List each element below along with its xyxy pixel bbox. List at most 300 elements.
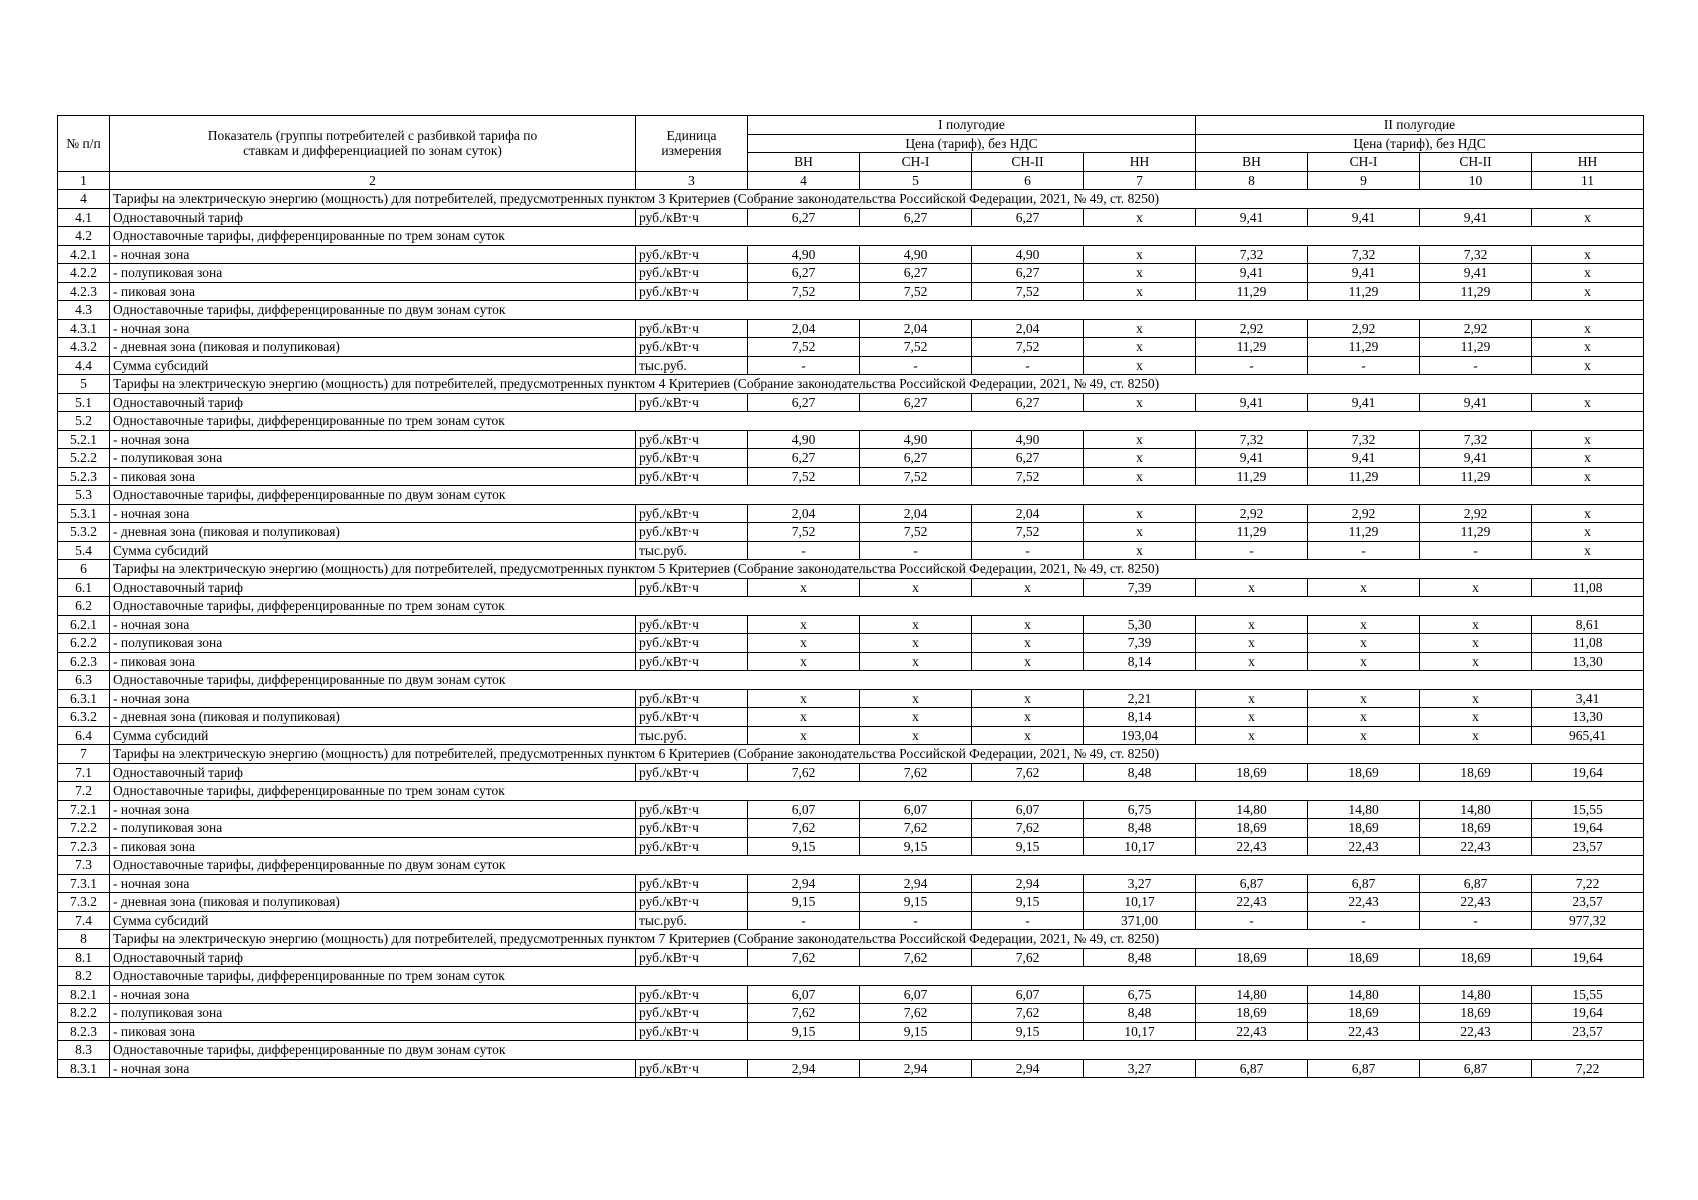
tariff-value: 7,62: [972, 763, 1084, 782]
tariff-value: 4,90: [748, 430, 860, 449]
tariff-value: 7,52: [748, 282, 860, 301]
row-number: 6: [58, 560, 110, 579]
tariff-value: х: [1532, 208, 1644, 227]
tariff-value: 2,04: [860, 319, 972, 338]
tariff-value: -: [972, 541, 1084, 560]
tariff-value: 15,55: [1532, 985, 1644, 1004]
tariff-value: х: [1308, 726, 1420, 745]
table-row: [58, 541, 1644, 560]
row-number: 4.2.1: [58, 245, 110, 264]
tariff-value: 9,41: [1420, 208, 1532, 227]
tariff-value: х: [1532, 264, 1644, 283]
tariff-value: 7,52: [972, 338, 1084, 357]
tariff-value: 11,08: [1532, 578, 1644, 597]
table-row: [58, 282, 1644, 301]
table-row: [58, 1059, 1644, 1078]
table-header: [58, 116, 1644, 190]
tariff-table: [57, 115, 1644, 1078]
table-row: [58, 837, 1644, 856]
tariff-value: 14,80: [1196, 985, 1308, 1004]
tariff-value: 7,22: [1532, 1059, 1644, 1078]
table-row: [58, 523, 1644, 542]
row-indicator: - ночная зона: [110, 800, 636, 819]
tariff-value: 9,15: [972, 1022, 1084, 1041]
tariff-value: 18,69: [1196, 1004, 1308, 1023]
row-indicator: - пиковая зона: [110, 652, 636, 671]
row-number: 4.2: [58, 227, 110, 246]
tariff-value: 7,52: [860, 523, 972, 542]
tariff-value: 6,27: [972, 264, 1084, 283]
row-number: 6.2: [58, 597, 110, 616]
tariff-value: х: [1532, 282, 1644, 301]
row-indicator: - полупиковая зона: [110, 1004, 636, 1023]
tariff-value: 9,15: [860, 1022, 972, 1041]
tariff-value: х: [972, 708, 1084, 727]
row-indicator: Сумма субсидий: [110, 356, 636, 375]
row-indicator: - дневная зона (пиковая и полупиковая): [110, 523, 636, 542]
tariff-value: 7,62: [748, 1004, 860, 1023]
section-title: Тарифы на электрическую энергию (мощность) для потребителей, предусмотренных пунктом 3 Критериев (Собрание законодательства Российской Федерации, 2021, № 49, ст. 8250): [110, 190, 1644, 209]
tariff-value: 7,62: [748, 763, 860, 782]
tariff-value: 6,27: [860, 264, 972, 283]
tariff-value: 2,94: [860, 1059, 972, 1078]
tariff-value: 5,30: [1084, 615, 1196, 634]
tariff-value: х: [1308, 652, 1420, 671]
tariff-value: 6,27: [860, 449, 972, 468]
tariff-value: х: [1308, 578, 1420, 597]
row-unit: руб./кВт·ч: [636, 837, 748, 856]
tariff-value: х: [1196, 615, 1308, 634]
row-unit: руб./кВт·ч: [636, 615, 748, 634]
tariff-value: -: [1420, 911, 1532, 930]
tariff-value: -: [748, 911, 860, 930]
row-number: 5.4: [58, 541, 110, 560]
table-row: [58, 449, 1644, 468]
tariff-value: 6,75: [1084, 985, 1196, 1004]
row-unit: руб./кВт·ч: [636, 948, 748, 967]
tariff-value: 2,94: [748, 1059, 860, 1078]
tariff-value: 23,57: [1532, 893, 1644, 912]
row-number: 4.3: [58, 301, 110, 320]
table-row: [58, 430, 1644, 449]
tariff-value: 4,90: [860, 430, 972, 449]
group-title: Одноставочные тарифы, дифференцированные по двум зонам суток: [110, 671, 1644, 690]
row-indicator: - полупиковая зона: [110, 449, 636, 468]
tariff-value: 6,27: [748, 393, 860, 412]
tariff-value: х: [748, 726, 860, 745]
row-indicator: - дневная зона (пиковая и полупиковая): [110, 708, 636, 727]
table-row: [58, 689, 1644, 708]
row-unit: руб./кВт·ч: [636, 578, 748, 597]
group-title: Одноставочные тарифы, дифференцированные по трем зонам суток: [110, 227, 1644, 246]
row-number: 7.3: [58, 856, 110, 875]
tariff-value: 6,27: [748, 208, 860, 227]
tariff-value: х: [1084, 467, 1196, 486]
tariff-value: 2,92: [1308, 504, 1420, 523]
row-unit: руб./кВт·ч: [636, 208, 748, 227]
tariff-value: х: [1084, 356, 1196, 375]
row-indicator: - ночная зона: [110, 689, 636, 708]
tariff-value: 2,94: [972, 874, 1084, 893]
table-row: [58, 985, 1644, 1004]
row-number: 7.2.1: [58, 800, 110, 819]
tariff-value: -: [1196, 356, 1308, 375]
tariff-value: х: [860, 726, 972, 745]
tariff-value: х: [1196, 652, 1308, 671]
group-row: [58, 412, 1644, 431]
tariff-value: 3,27: [1084, 874, 1196, 893]
row-number: 7.3.1: [58, 874, 110, 893]
tariff-value: 2,94: [860, 874, 972, 893]
tariff-value: 10,17: [1084, 837, 1196, 856]
tariff-value: 18,69: [1308, 819, 1420, 838]
row-unit: руб./кВт·ч: [636, 893, 748, 912]
tariff-value: х: [1532, 541, 1644, 560]
tariff-value: х: [1308, 615, 1420, 634]
row-number: 6.3.1: [58, 689, 110, 708]
tariff-value: 10,17: [1084, 893, 1196, 912]
tariff-value: 14,80: [1308, 985, 1420, 1004]
row-number: 7: [58, 745, 110, 764]
group-row: [58, 856, 1644, 875]
tariff-value: 14,80: [1420, 985, 1532, 1004]
tariff-value: 11,29: [1420, 338, 1532, 357]
row-indicator: - пиковая зона: [110, 837, 636, 856]
row-number: 8.2.3: [58, 1022, 110, 1041]
tariff-value: 9,41: [1308, 393, 1420, 412]
tariff-value: 6,07: [748, 800, 860, 819]
tariff-value: 9,41: [1420, 264, 1532, 283]
tariff-value: -: [1196, 541, 1308, 560]
section-title: Тарифы на электрическую энергию (мощность) для потребителей, предусмотренных пунктом 5 Критериев (Собрание законодательства Российской Федерации, 2021, № 49, ст. 8250): [110, 560, 1644, 579]
group-row: [58, 782, 1644, 801]
row-indicator: - полупиковая зона: [110, 264, 636, 283]
group-row: [58, 301, 1644, 320]
tariff-value: х: [860, 615, 972, 634]
tariff-value: 23,57: [1532, 837, 1644, 856]
row-indicator: - полупиковая зона: [110, 819, 636, 838]
row-number: 7.3.2: [58, 893, 110, 912]
row-number: 6.2.3: [58, 652, 110, 671]
tariff-value: 6,27: [748, 449, 860, 468]
tariff-value: 2,04: [860, 504, 972, 523]
row-number: 5: [58, 375, 110, 394]
tariff-value: х: [972, 726, 1084, 745]
row-number: 7.2.3: [58, 837, 110, 856]
table-row: [58, 356, 1644, 375]
table-row: [58, 911, 1644, 930]
row-unit: руб./кВт·ч: [636, 393, 748, 412]
tariff-value: х: [1196, 708, 1308, 727]
row-indicator: Сумма субсидий: [110, 726, 636, 745]
header-level: СН-I: [860, 153, 972, 172]
tariff-value: 6,07: [860, 985, 972, 1004]
column-number: 1: [58, 171, 110, 190]
tariff-value: х: [1420, 578, 1532, 597]
tariff-value: 18,69: [1420, 763, 1532, 782]
tariff-value: -: [1420, 541, 1532, 560]
tariff-value: 7,39: [1084, 634, 1196, 653]
group-row: [58, 486, 1644, 505]
tariff-value: 7,52: [748, 338, 860, 357]
table-row: [58, 874, 1644, 893]
row-indicator: Одноставочный тариф: [110, 763, 636, 782]
table-row: [58, 504, 1644, 523]
tariff-value: 7,62: [860, 1004, 972, 1023]
table-body: [58, 190, 1644, 1078]
section-row: [58, 375, 1644, 394]
tariff-value: 9,15: [748, 837, 860, 856]
tariff-value: 11,29: [1196, 338, 1308, 357]
group-title: Одноставочные тарифы, дифференцированные по трем зонам суток: [110, 412, 1644, 431]
tariff-value: 2,04: [748, 504, 860, 523]
tariff-value: 7,52: [748, 523, 860, 542]
tariff-value: 22,43: [1420, 893, 1532, 912]
row-unit: руб./кВт·ч: [636, 467, 748, 486]
row-unit: тыс.руб.: [636, 356, 748, 375]
tariff-value: х: [1084, 393, 1196, 412]
row-number: 4.1: [58, 208, 110, 227]
tariff-value: 11,29: [1308, 467, 1420, 486]
tariff-value: х: [748, 615, 860, 634]
row-indicator: - ночная зона: [110, 430, 636, 449]
row-number: 5.2: [58, 412, 110, 431]
tariff-value: 19,64: [1532, 819, 1644, 838]
row-indicator: - дневная зона (пиковая и полупиковая): [110, 338, 636, 357]
row-number: 5.2.1: [58, 430, 110, 449]
tariff-value: 4,90: [860, 245, 972, 264]
tariff-value: 2,94: [748, 874, 860, 893]
row-unit: руб./кВт·ч: [636, 430, 748, 449]
tariff-value: 23,57: [1532, 1022, 1644, 1041]
tariff-value: 18,69: [1196, 948, 1308, 967]
tariff-value: х: [1420, 708, 1532, 727]
row-unit: руб./кВт·ч: [636, 338, 748, 357]
tariff-value: 19,64: [1532, 948, 1644, 967]
tariff-value: -: [860, 541, 972, 560]
row-unit: тыс.руб.: [636, 726, 748, 745]
row-unit: руб./кВт·ч: [636, 708, 748, 727]
row-unit: руб./кВт·ч: [636, 819, 748, 838]
tariff-value: 8,48: [1084, 948, 1196, 967]
table-row: [58, 208, 1644, 227]
row-indicator: - пиковая зона: [110, 1022, 636, 1041]
tariff-value: х: [748, 708, 860, 727]
tariff-value: х: [1084, 449, 1196, 468]
tariff-value: -: [1308, 356, 1420, 375]
tariff-value: 6,75: [1084, 800, 1196, 819]
tariff-value: 9,41: [1308, 449, 1420, 468]
row-number: 4.2.2: [58, 264, 110, 283]
tariff-value: х: [1420, 652, 1532, 671]
tariff-value: х: [1308, 634, 1420, 653]
tariff-value: 22,43: [1420, 1022, 1532, 1041]
tariff-value: 7,52: [972, 467, 1084, 486]
row-number: 4.3.2: [58, 338, 110, 357]
tariff-value: 4,90: [748, 245, 860, 264]
column-number: 7: [1084, 171, 1196, 190]
tariff-value: -: [860, 356, 972, 375]
tariff-value: 371,00: [1084, 911, 1196, 930]
row-unit: руб./кВт·ч: [636, 634, 748, 653]
tariff-value: 6,27: [860, 208, 972, 227]
tariff-value: 14,80: [1420, 800, 1532, 819]
header-half1: I полугодие: [748, 116, 1196, 135]
tariff-value: х: [1532, 467, 1644, 486]
tariff-value: 22,43: [1420, 837, 1532, 856]
row-indicator: - ночная зона: [110, 319, 636, 338]
tariff-value: 7,62: [860, 948, 972, 967]
row-unit: руб./кВт·ч: [636, 1004, 748, 1023]
tariff-value: 10,17: [1084, 1022, 1196, 1041]
tariff-value: 15,55: [1532, 800, 1644, 819]
tariff-value: 6,87: [1420, 874, 1532, 893]
tariff-value: 3,41: [1532, 689, 1644, 708]
column-number: 5: [860, 171, 972, 190]
tariff-value: -: [1308, 911, 1420, 930]
tariff-value: 19,64: [1532, 1004, 1644, 1023]
section-row: [58, 930, 1644, 949]
header-level: НН: [1532, 153, 1644, 172]
tariff-value: 11,29: [1308, 523, 1420, 542]
row-number: 7.4: [58, 911, 110, 930]
tariff-value: х: [1420, 615, 1532, 634]
row-number: 8.3.1: [58, 1059, 110, 1078]
header-price-half2: Цена (тариф), без НДС: [1196, 134, 1644, 153]
tariff-value: 4,90: [972, 430, 1084, 449]
tariff-value: 19,64: [1532, 763, 1644, 782]
row-number: 4.3.1: [58, 319, 110, 338]
row-unit: руб./кВт·ч: [636, 449, 748, 468]
row-number: 6.1: [58, 578, 110, 597]
section-row: [58, 190, 1644, 209]
tariff-value: 6,87: [1308, 874, 1420, 893]
table-row: [58, 319, 1644, 338]
header-level: ВН: [1196, 153, 1308, 172]
table-row: [58, 948, 1644, 967]
group-row: [58, 967, 1644, 986]
tariff-value: 11,08: [1532, 634, 1644, 653]
table-row: [58, 615, 1644, 634]
row-unit: тыс.руб.: [636, 911, 748, 930]
tariff-value: х: [1084, 245, 1196, 264]
tariff-value: 9,15: [748, 1022, 860, 1041]
tariff-value: х: [1420, 726, 1532, 745]
tariff-value: 7,32: [1420, 245, 1532, 264]
tariff-value: х: [972, 615, 1084, 634]
tariff-value: 18,69: [1308, 763, 1420, 782]
tariff-value: 2,92: [1196, 319, 1308, 338]
row-unit: руб./кВт·ч: [636, 282, 748, 301]
tariff-value: 6,87: [1420, 1059, 1532, 1078]
column-number: 2: [110, 171, 636, 190]
tariff-value: х: [972, 634, 1084, 653]
tariff-value: 965,41: [1532, 726, 1644, 745]
tariff-value: 7,62: [748, 819, 860, 838]
tariff-value: 11,29: [1308, 338, 1420, 357]
tariff-value: 22,43: [1196, 1022, 1308, 1041]
tariff-value: х: [748, 578, 860, 597]
tariff-value: 6,07: [748, 985, 860, 1004]
tariff-value: х: [1308, 689, 1420, 708]
tariff-value: х: [860, 708, 972, 727]
tariff-value: 7,32: [1420, 430, 1532, 449]
column-number: 10: [1420, 171, 1532, 190]
tariff-value: 18,69: [1196, 763, 1308, 782]
row-number: 6.4: [58, 726, 110, 745]
tariff-value: х: [1420, 634, 1532, 653]
tariff-value: 11,29: [1420, 523, 1532, 542]
tariff-value: х: [1532, 504, 1644, 523]
table-row: [58, 393, 1644, 412]
row-number: 8.1: [58, 948, 110, 967]
group-row: [58, 597, 1644, 616]
row-indicator: Сумма субсидий: [110, 911, 636, 930]
tariff-value: 2,92: [1420, 319, 1532, 338]
section-row: [58, 745, 1644, 764]
table-row: [58, 1022, 1644, 1041]
tariff-value: -: [748, 541, 860, 560]
tariff-value: 7,62: [748, 948, 860, 967]
table-row: [58, 264, 1644, 283]
tariff-value: 9,41: [1420, 449, 1532, 468]
row-indicator: Одноставочный тариф: [110, 393, 636, 412]
row-unit: руб./кВт·ч: [636, 264, 748, 283]
tariff-value: х: [860, 578, 972, 597]
tariff-value: х: [1196, 634, 1308, 653]
tariff-value: 2,92: [1196, 504, 1308, 523]
tariff-value: 7,52: [972, 523, 1084, 542]
row-unit: руб./кВт·ч: [636, 523, 748, 542]
group-row: [58, 227, 1644, 246]
tariff-value: х: [972, 578, 1084, 597]
tariff-value: х: [1532, 338, 1644, 357]
tariff-value: -: [860, 911, 972, 930]
row-unit: руб./кВт·ч: [636, 1059, 748, 1078]
column-number: 8: [1196, 171, 1308, 190]
tariff-value: 18,69: [1420, 1004, 1532, 1023]
tariff-value: 193,04: [1084, 726, 1196, 745]
tariff-value: х: [1532, 356, 1644, 375]
tariff-value: 7,62: [972, 1004, 1084, 1023]
tariff-value: 14,80: [1308, 800, 1420, 819]
tariff-value: х: [1532, 245, 1644, 264]
tariff-value: 11,29: [1308, 282, 1420, 301]
row-indicator: - ночная зона: [110, 504, 636, 523]
section-title: Тарифы на электрическую энергию (мощность) для потребителей, предусмотренных пунктом 6 Критериев (Собрание законодательства Российской Федерации, 2021, № 49, ст. 8250): [110, 745, 1644, 764]
row-unit: руб./кВт·ч: [636, 1022, 748, 1041]
tariff-value: 22,43: [1196, 893, 1308, 912]
tariff-value: х: [1084, 208, 1196, 227]
tariff-value: х: [1532, 393, 1644, 412]
tariff-value: 9,41: [1196, 393, 1308, 412]
tariff-value: 6,27: [972, 393, 1084, 412]
tariff-value: 2,94: [972, 1059, 1084, 1078]
tariff-value: х: [1084, 282, 1196, 301]
tariff-value: 2,04: [972, 504, 1084, 523]
table-row: [58, 893, 1644, 912]
tariff-value: х: [1196, 689, 1308, 708]
tariff-value: 6,07: [860, 800, 972, 819]
row-number: 7.2: [58, 782, 110, 801]
tariff-value: 9,41: [1196, 264, 1308, 283]
row-unit: руб./кВт·ч: [636, 245, 748, 264]
row-indicator: - дневная зона (пиковая и полупиковая): [110, 893, 636, 912]
group-title: Одноставочные тарифы, дифференцированные по двум зонам суток: [110, 301, 1644, 320]
table-row: [58, 763, 1644, 782]
tariff-value: 9,41: [1420, 393, 1532, 412]
tariff-value: 7,32: [1308, 430, 1420, 449]
